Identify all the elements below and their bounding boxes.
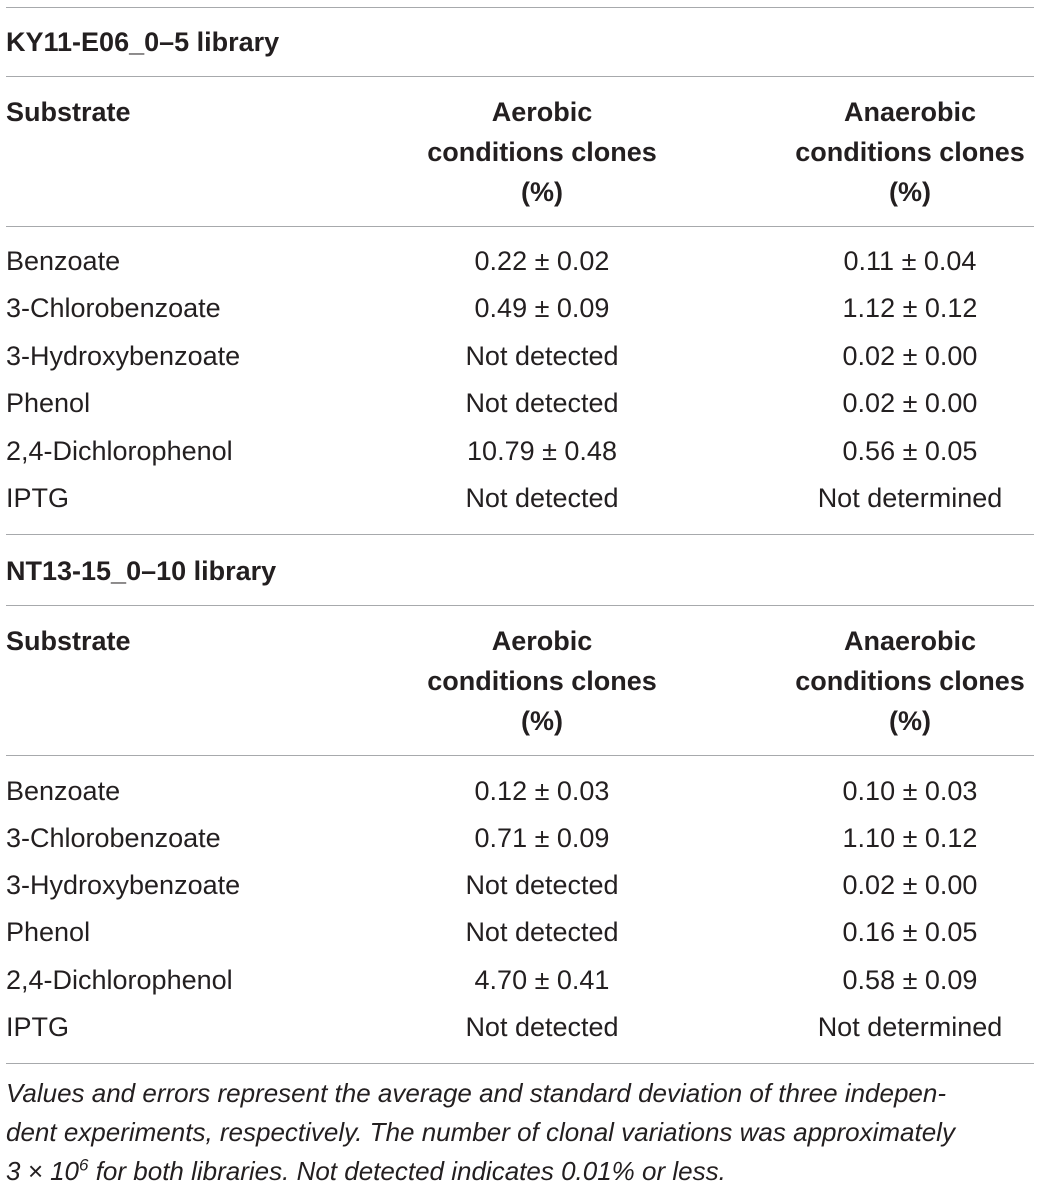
header-aerobic [392, 92, 692, 212]
cell-anaerobic: 1.12 ± 0.12 [842, 293, 978, 323]
table-row [0, 428, 1040, 475]
header-anaerobic-line: conditions clones [795, 137, 1025, 167]
header-anaerobic-line: Anaerobic [843, 626, 977, 656]
table-top-rule [6, 7, 1034, 8]
cell-substrate: 2,4-Dichlorophenol [6, 965, 233, 995]
table-row [0, 957, 1040, 1004]
header-anaerobic-line: Anaerobic [843, 97, 977, 127]
table-row [0, 909, 1040, 956]
section-divider-rule [6, 534, 1034, 535]
cell-aerobic: 0.49 ± 0.09 [474, 293, 610, 323]
cell-aerobic: 0.12 ± 0.03 [474, 776, 610, 806]
header-aerobic-line: conditions clones [427, 666, 657, 696]
cell-substrate: Benzoate [6, 246, 121, 276]
header-anaerobic [760, 621, 1040, 741]
cell-substrate: 3-Chlorobenzoate [6, 823, 221, 853]
cell-anaerobic: 0.16 ± 0.05 [842, 917, 978, 947]
cell-aerobic: Not detected [465, 1012, 619, 1042]
cell-anaerobic: 0.02 ± 0.00 [842, 870, 978, 900]
cell-aerobic: 0.71 ± 0.09 [474, 823, 610, 853]
table-row [0, 815, 1040, 862]
footnote-text: 3 × 10 [6, 1156, 80, 1186]
cell-substrate: Benzoate [6, 776, 121, 806]
cell-anaerobic: 0.11 ± 0.04 [843, 246, 977, 276]
header-rule [6, 226, 1034, 227]
header-substrate: Substrate [6, 97, 131, 127]
header-aerobic-line: Aerobic [491, 97, 593, 127]
table-bottom-rule [6, 1063, 1034, 1064]
cell-anaerobic: 0.56 ± 0.05 [842, 436, 978, 466]
header-anaerobic-line: (%) [889, 706, 931, 736]
footnote-exponent: 6 [79, 1155, 89, 1175]
header-anaerobic-line: conditions clones [795, 666, 1025, 696]
cell-aerobic: 0.22 ± 0.02 [474, 246, 610, 276]
table-row [0, 285, 1040, 332]
table-footnote [6, 1074, 1036, 1191]
table-row [0, 1004, 1040, 1051]
footnote-line: Values and errors represent the average and standard deviation of three indepen- [6, 1078, 946, 1108]
header-anaerobic-line: (%) [889, 177, 931, 207]
header-anaerobic [760, 92, 1040, 212]
table-row [0, 768, 1040, 815]
section-title: NT13-15_0–10 library [6, 556, 277, 586]
cell-aerobic: Not detected [465, 388, 619, 418]
footnote-line [6, 1152, 1036, 1191]
header-aerobic-line: conditions clones [427, 137, 657, 167]
table-row [0, 862, 1040, 909]
footnote-line: dent experiments, respectively. The number of clonal variations was approximately [6, 1117, 955, 1147]
table-row [0, 380, 1040, 427]
cell-substrate: IPTG [6, 1012, 70, 1042]
header-aerobic-line: Aerobic [491, 626, 593, 656]
header-aerobic-line: (%) [521, 706, 563, 736]
section-title-rule [6, 76, 1034, 77]
section-title-rule [6, 605, 1034, 606]
cell-aerobic: 10.79 ± 0.48 [467, 436, 617, 466]
cell-anaerobic: 0.58 ± 0.09 [842, 965, 978, 995]
header-aerobic [392, 621, 692, 741]
cell-aerobic: Not detected [465, 870, 619, 900]
cell-anaerobic: Not determined [817, 483, 1003, 513]
cell-aerobic: 4.70 ± 0.41 [474, 965, 610, 995]
section-title: KY11-E06_0–5 library [6, 27, 280, 57]
cell-substrate: 3-Chlorobenzoate [6, 293, 221, 323]
cell-aerobic: Not detected [465, 917, 619, 947]
header-rule [6, 755, 1034, 756]
cell-substrate: Phenol [6, 388, 91, 418]
cell-substrate: IPTG [6, 483, 70, 513]
footnote-text: for both libraries. Not detected indicates 0.01% or less. [88, 1156, 726, 1186]
cell-aerobic: Not detected [465, 341, 619, 371]
cell-substrate: 3-Hydroxybenzoate [6, 341, 241, 371]
cell-anaerobic: Not determined [817, 1012, 1003, 1042]
cell-anaerobic: 1.10 ± 0.12 [842, 823, 978, 853]
cell-substrate: 2,4-Dichlorophenol [6, 436, 233, 466]
cell-aerobic: Not detected [465, 483, 619, 513]
header-aerobic-line: (%) [521, 177, 563, 207]
cell-substrate: 3-Hydroxybenzoate [6, 870, 241, 900]
cell-anaerobic: 0.02 ± 0.00 [842, 341, 978, 371]
header-substrate: Substrate [6, 626, 131, 656]
table-row [0, 238, 1040, 285]
table-row [0, 475, 1040, 522]
cell-substrate: Phenol [6, 917, 91, 947]
cell-anaerobic: 0.10 ± 0.03 [842, 776, 978, 806]
table-row [0, 333, 1040, 380]
cell-anaerobic: 0.02 ± 0.00 [842, 388, 978, 418]
